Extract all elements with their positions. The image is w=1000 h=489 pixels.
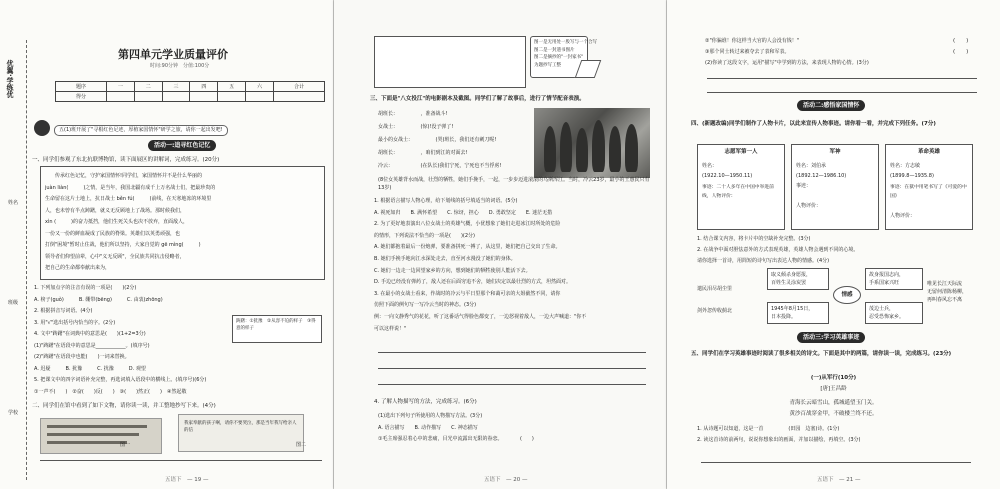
q3-item: C. 她们一边走一边回望家乡的方向，想到她们的牺牲使别人能活下去。 bbox=[374, 267, 531, 274]
q3-item: 2. 为了更好地表演出八位女战士的英雄气概，小优想象了她们走进冰江时所处的危险 bbox=[374, 221, 561, 228]
answer-line[interactable] bbox=[378, 384, 646, 385]
q3-item: 仿照下面的例句写一写冷云当时的神态。(3分) bbox=[374, 302, 477, 309]
name-label: 姓名 bbox=[8, 200, 19, 206]
q1-item: 2. 根据拼音写词语。(4分) bbox=[34, 308, 93, 314]
hero-card-2: 军神 姓名：刘伯承 (1892.12—1986.10) 事迹： 人物评价： bbox=[791, 144, 879, 230]
page-left bbox=[0, 0, 333, 489]
hero-card-1: 志愿军第一人 姓名： (1922.10—1950.11) 事迹：二十人多年在中国中举进前线，人物评价： bbox=[697, 144, 785, 230]
score-cell[interactable] bbox=[218, 92, 246, 102]
script-line: 最小的女战士： (哭)班长，我们还有刺刀呢! bbox=[378, 137, 497, 143]
activity-one-badge: 活动一:追寻红色记忆 bbox=[148, 140, 216, 151]
score-cell[interactable] bbox=[190, 92, 218, 102]
emotion-node: 情感 bbox=[833, 286, 861, 304]
script-note: (8位女英雄背水而战，壮烈的牺牲，她们手挽手，一起，一步步迈进滚滚的乌斯浑江。当时，冷云23岁，最小的王惠民只有13岁) bbox=[378, 177, 650, 191]
exam-meta: 时间:90分钟 分值:100分 bbox=[150, 63, 210, 69]
page-right bbox=[667, 0, 1000, 489]
score-row-label: 得分 bbox=[56, 92, 107, 102]
score-head-cell: 二 bbox=[134, 82, 162, 92]
poem-mid-box-2: 1945年8月15日， 日本投降。 bbox=[767, 302, 829, 324]
score-table bbox=[55, 81, 325, 102]
hero-card-3: 革命英雄 姓名：方志敏 (1899.8—1935.8) 事迹：在狱中用笔书写了《可爱的中国》 人物评价： bbox=[885, 144, 973, 230]
answer-paren[interactable]: ( ) bbox=[953, 49, 969, 55]
question-one: 一、同学们参观了东北抗联博物馆，读下面展区的讲解词，完成练习。(20分) bbox=[32, 157, 220, 163]
brand-logo: 优翼·学练优 bbox=[6, 60, 14, 98]
q3-item: 例：一向文静秀气的花花，听了这番话气得脸色都变了，一边怒视着敌人，一边大声喊道："你不 bbox=[374, 313, 587, 320]
top-items: ②"你骗谁！你这样当大官的人会没有钱！" ③那个同士转过来被夺去了表和军表。 (2)你读了这段文字，运用"描写"中学到的方法，来表现人物的心情。(3分) bbox=[705, 38, 869, 66]
q1-item: (2)"踌躇"在语段中也能( )一词来替换。 bbox=[34, 354, 130, 360]
q3-item: 3. 在最小的女战士看来，作战时的冷云与平日里那个和蔼可亲的大姐截然不同，请你 bbox=[374, 290, 561, 297]
q5-items: 1. 从诗题可以知道，这是一首 (田园 边塞)诗。(1分) 2. 读这首诗的前两句，说说你想象出的画面，并加以描绘，再填空。(3分) bbox=[697, 426, 861, 443]
q4-item: (1)选出下列句子所使用的人物描写方法。(3分) bbox=[378, 413, 483, 419]
q1-item: 1. 下列加点字的注音有误的一项是( )(2分) bbox=[34, 285, 137, 291]
binding-line bbox=[26, 40, 27, 480]
score-head-cell: 四 bbox=[190, 82, 218, 92]
dictionary-note: 踌躇：①犹豫 ②从容不迫的样子 ③得意的样子 bbox=[232, 315, 322, 343]
poem-left: 遣民泪尽胡尘里 剑外忽传收蓟北 bbox=[697, 286, 733, 314]
poem-author: [唐]王昌龄 bbox=[820, 386, 847, 392]
image-two-caption: 图二 bbox=[296, 442, 307, 448]
answer-box[interactable] bbox=[374, 36, 526, 88]
score-cell[interactable] bbox=[246, 92, 274, 102]
artifact-image-two: 我家奉献的孩子啊，请你不要哭泣，那是当年我写给亲人的信 bbox=[178, 414, 304, 452]
answer-line[interactable] bbox=[701, 462, 971, 463]
passage-box bbox=[40, 166, 325, 280]
activity-three-badge: 活动三:学习英雄事迹 bbox=[797, 332, 865, 343]
mascot-icon bbox=[34, 120, 50, 136]
question-four-methods: 4. 了解人物描写的方法，完成练习。(6分) bbox=[374, 399, 477, 405]
q3-item: 1. 根据语言描写人物心理，给下划线的括号填适当的词语。(5分) bbox=[374, 198, 518, 204]
poem-right-box-1: 故身报国志向， 手系国家兴旺 bbox=[865, 268, 923, 290]
script-line: 冷云： (在队长)我们宁死，宁死也不当俘虏! bbox=[378, 163, 502, 169]
q4-items: 1. 结合课文内容，将卡片中的空缺补充完整。(3分) 2. 在战争中面对胆怯意外的方式表现英雄，英雄人物会遇到不同的心境。 请你选择一首诗，用简短的诗句写出表达人物的情感。(4分) bbox=[697, 236, 859, 264]
answer-paren[interactable]: ( ) bbox=[953, 38, 969, 44]
intro-banner: 五(1)班开展了"寻根红色足迹，厚植家国情怀"研学之旅，请你一起出发吧! bbox=[54, 125, 228, 136]
q1-item: 5. 把课文中的四字词语补充完整，再选词填入语段中的横线上。(填序号)(6分) bbox=[34, 377, 207, 383]
page-number: 五语下 — 19 — bbox=[165, 477, 209, 483]
score-cell[interactable] bbox=[106, 92, 134, 102]
film-script bbox=[378, 108, 501, 173]
score-head-cell: 题序 bbox=[56, 82, 107, 92]
question-two: 二、同学们在馆中看到了如下文物，请你读一读，并工整地抄写下来。(4分) bbox=[32, 403, 216, 409]
passage-text: 传承红色记忆，守护家国情怀!同学们，家国情怀并不是什么华丽的 juàn liàn( )之情，是当年，我国北疆有成千上万名战士们，把最珍贵的 生命留在这片土地上，抗日战士 běn fú( )前线，在天寒地冻的环境里 人，也未曾有半点踌躇，就义无反顾地上了战场。那时候我们， xìn ( )的奋力抵挡，他们生死关头也决不放弃，直面敌人， 一份又一份的鲜血凝成了民族的脊梁。英雄们以英勇顽强，也 打倒"困境"暂时止住战，他们所以坚持，大家自觉的 gē mìng( ) 领导者们仰望前辈，心中"义无反顾"，全民族共同抗击侵略者， 把自己的生命都奉献出来为， bbox=[45, 173, 216, 271]
artifact-image-one bbox=[40, 418, 162, 454]
q3-items bbox=[374, 196, 586, 335]
score-cell[interactable] bbox=[134, 92, 162, 102]
page-number: 五语下 — 21 — bbox=[817, 477, 861, 483]
school-label: 学校 bbox=[8, 410, 19, 416]
q1-item: 4. 文中"踌躇"在词典中的意思是( )(1+2=3分) bbox=[34, 331, 146, 337]
poem-mid-box-1: 取义倾杀身愿报， 百姓生灵涂炭罢 bbox=[767, 268, 829, 290]
score-head-cell: 合计 bbox=[273, 82, 324, 92]
score-cell[interactable] bbox=[162, 92, 190, 102]
score-cell[interactable] bbox=[273, 92, 324, 102]
q1-item: (1)"踌躇"在语段中的意思是____________。(填序号) bbox=[34, 342, 150, 349]
page-number: 五语下 — 20 — bbox=[484, 477, 528, 483]
script-line: 女战士： (惊)!没子弹了! bbox=[378, 124, 454, 130]
q3-item: A. 她们都抱着最后一份炮弹，要准备拼死一搏了，从这里，她们把自己交出了生命。 bbox=[374, 244, 561, 251]
question-three: 三、下面是"八女投江"的电影剧本及截图。同学们了解了故事后，进行了情节配音表演。 bbox=[370, 96, 585, 102]
answer-line[interactable] bbox=[378, 352, 646, 353]
image-one-caption: 图一 bbox=[120, 442, 131, 448]
page-middle bbox=[334, 0, 666, 489]
copy-line[interactable] bbox=[40, 460, 322, 461]
note-bubble: 图一是无用处一股写与一个合写 图二是一封遗书图片 图二是摘抄的"一封家书" 为题抄写工整 bbox=[530, 36, 588, 78]
q1-item: 3. 用"√"选出括号内恰当的字。(2分) bbox=[34, 319, 116, 326]
script-line: 胡班长： ，准备战斗! bbox=[378, 111, 448, 117]
q3-item: B. 她们手挽手地向江水深处走去，直至河水漫没了她们的身体。 bbox=[374, 255, 516, 262]
answer-line[interactable] bbox=[378, 368, 646, 369]
q4-item: A. 语言描写 B. 动作描写 C. 神态描写 bbox=[378, 424, 478, 431]
q4-item: ①毛主席强忍着心中的悲痛，目光中流露出无限的眷恋。 ( ) bbox=[378, 436, 534, 442]
page-title: 第四单元学业质量评价 bbox=[118, 48, 228, 61]
answer-line[interactable] bbox=[707, 92, 977, 93]
question-four: 四、(新题改编)同学们制作了人物卡片，以此来宣传人物事迹。请你看一看，并完成下列任务。(7分) bbox=[691, 121, 936, 127]
score-head-cell: 五 bbox=[218, 82, 246, 92]
activity-two-badge: 活动二:感悟家国情怀 bbox=[797, 100, 865, 111]
poem-title: (一)从军行(10分) bbox=[810, 375, 857, 381]
q1-items bbox=[34, 283, 206, 398]
q3-item: 的情形，下列说法不恰当的一项是( )(2分) bbox=[374, 232, 475, 239]
film-still-image bbox=[534, 108, 650, 178]
poem-far: 唯见长江天际流 无留何清陈杨柳， 再叫春风忘不离 bbox=[927, 281, 968, 303]
q1-item: A. 迟疑 B. 犹豫 C. 扰豫 D. 观望 bbox=[34, 365, 146, 372]
score-head-cell: 一 bbox=[106, 82, 134, 92]
q3-item: A. 视死如归 B. 满怀希望 C. 惊讶，担心 D. 勇敢坚定 E. 迷茫无措 bbox=[374, 209, 553, 216]
script-line: 胡班长： ，咱们到江的对面去! bbox=[378, 150, 468, 156]
poem-right-box-2: 茂边士兵， 忍受恐怖家乡。 bbox=[865, 302, 923, 324]
class-label: 班级 bbox=[8, 300, 19, 306]
answer-line[interactable] bbox=[707, 78, 977, 79]
q3-item: D. 手边已经没有弹药了，敌人还在后面穷追不舍，她们决定以最壮烈的方式，坦然面对。 bbox=[374, 279, 572, 286]
q4-items bbox=[378, 411, 534, 446]
score-head-cell: 六 bbox=[246, 82, 274, 92]
score-head-cell: 三 bbox=[162, 82, 190, 92]
q1-item: A. 榜子(guǒ) B. 绷带(bēng) C. 由衷(zhōng) bbox=[34, 296, 163, 303]
q1-item: ①一声不( ) ②奋( )反( ) ③( )然正( ) ④然起敬 bbox=[34, 388, 187, 395]
q3-item: 可以这样说！" bbox=[374, 325, 407, 332]
poem-body: 青海长云暗雪山，孤城遥望玉门关。 黄沙百战穿金甲，不破楼兰终不还。 bbox=[789, 400, 878, 417]
question-five: 五、同学们在学习英雄事迹时阅读了很多相关的诗文。下面是其中的两篇，请你读一读，完成练习。(23分) bbox=[691, 351, 952, 357]
